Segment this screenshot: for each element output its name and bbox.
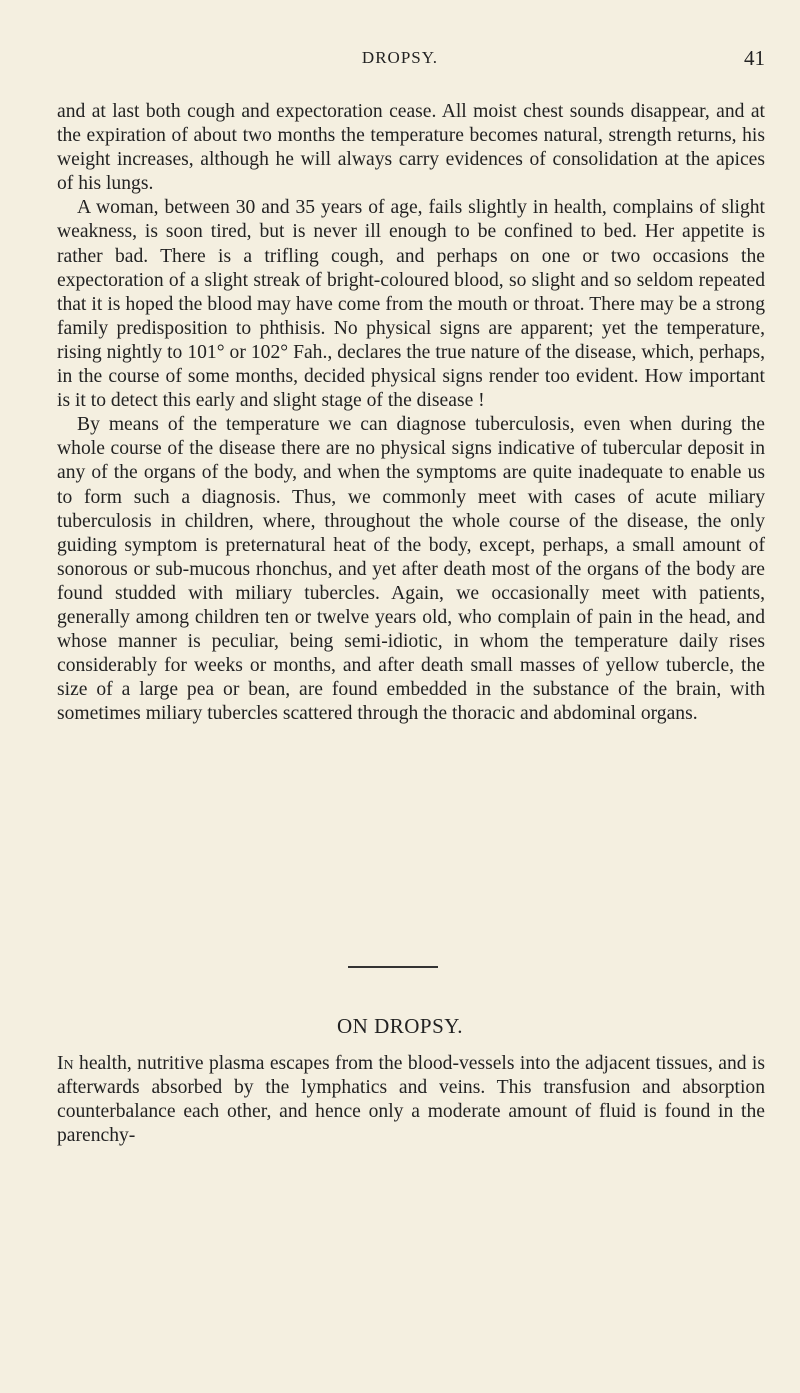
page-number: 41 [744,46,765,70]
body-text [57,100,765,726]
running-title: DROPSY. [361,48,439,67]
paragraph-dropsy-intro [57,1052,765,1148]
paragraph-tuberculosis-diagnosis: By means of the temperature we can diagnose tuberculosis, even when during the whole course of the disease there are no physical signs indicative of tubercular deposit in any of the organs of the body, and when the symptoms are quite inadequate to enable us to form such a diagnosis. Thus, we commonly meet with cases of acute miliary tuberculosis in children, where, throughout the whole course of the disease, the only guiding symptom is preternatural heat of the body, except, perhaps, a small amount of sonorous or sub-mucous rhonchus, and yet after death most of the organs of the body are found studded with miliary tubercles. Again, we occasionally meet with patients, generally among children ten or twelve years old, who complain of pain in the head, and whose manner is peculiar, being semi-idiotic, in whom the temperature daily rises considerably for weeks or months, and after death small masses of yellow tubercle, the size of a large pea or bean, are found embedded in the substance of the brain, with sometimes miliary tubercles scattered through the thoracic and abdominal organs. [57,414,765,725]
section-divider-rule [348,966,438,968]
paragraph-woman-case: A woman, between 30 and 35 years of age, fails slightly in health, complains of slight weakness, is soon tired, but is never ill enough to be confined to bed. Her appetite is rather bad. There is a trifling cough, and perhaps on one or two occasions the expectoration of a slight streak of bright-coloured blood, so slight and so seldom repeated that it is hoped the blood may have come from the mouth or throat. There may be a strong family predisposition to phthisis. No physical signs are apparent; yet the temperature, rising nightly to 101° or 102° Fah., declares the true nature of the disease, which, perhaps, in the course of some months, decided physical signs render too evident. How important is it to detect this early and slight stage of the disease ! [57,197,765,412]
section-first-word: In [57,1053,74,1074]
section-body [57,1052,765,1148]
section-text-rest: health, nutritive plasma escapes from the blood-vessels into the adjacent tissues, and is afterwards absorbed by the lymphatics and veins. This transfusion and absorption counterbalance each other, and hence only a moderate amount of fluid is found in the parenchy- [57,1053,765,1147]
running-head [0,48,800,78]
section-title: ON DROPSY. [337,1014,463,1038]
paragraph-continuation: and at last both cough and expectoration cease. All moist chest sounds disappear, and at the expiration of about two months the temperature becomes natural, strength returns, his weight increases, although he will always carry evidences of consolidation at the apices of his lungs. [57,101,765,195]
